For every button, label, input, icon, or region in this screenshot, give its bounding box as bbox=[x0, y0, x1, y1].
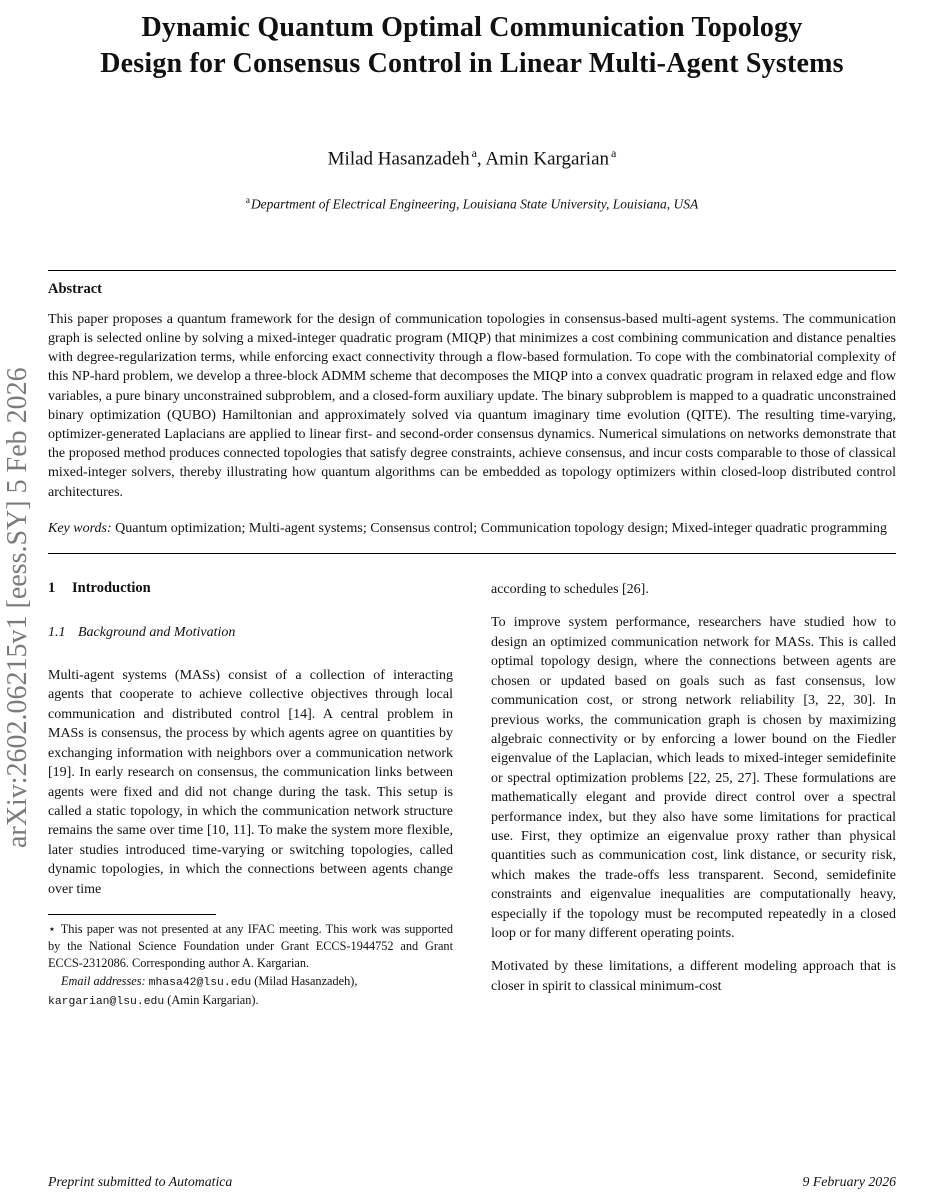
abstract-body: This paper proposes a quantum framework for the design of communication topologies in consensus-based multi-agent systems. The communication graph is selected online by solving a mixed-integer quadratic program (MIQP) that minimizes a cost combining communication and distance penalties with degree-regularization terms, while enforcing exact connectivity through a flow-based formulation. To cope with the combinatorial complexity of this NP-hard problem, we develop a three-block ADMM scheme that decomposes the MIQP into a convex quadratic program in relaxed edge and flow variables, a pure binary unconstrained subproblem, and a closed-form auxiliary update. The binary subproblem is mapped to a quadratic unconstrained binary optimization (QUBO) Hamiltonian and approximately solved via quantum imaginary time evolution (QITE). The resulting time-varying, optimizer-generated Laplacians are applied to linear first- and second-order consensus dynamics. Numerical simulations on networks demonstrate that the proposed method produces connected topologies that satisfy degree constraints, achieve consensus, and incur costs comparable to those of classical mixed-integer solvers, thereby illustrating how quantum algorithms can be embedded as topology optimizers within closed-loop distributed control architectures. bbox=[48, 311, 896, 500]
abstract-bottom-rule bbox=[48, 553, 896, 554]
footnote-emails bbox=[48, 973, 453, 1011]
footer-submission-note: Preprint submitted to Automatica bbox=[48, 1174, 233, 1189]
subsection-title: Background and Motivation bbox=[78, 625, 236, 641]
abstract-heading: Abstract bbox=[48, 280, 102, 297]
intro-paragraph-1: Multi-agent systems (MASs) consist of a collection of interacting agents that cooperate to achieve collective objectives through local communication and distributed control [14]. A central problem in MASs is consensus, the process by which agents agree on quantities by exchanging information with neighbors over a communication network [19]. In early research on consensus, the communication links between agents were fixed and did not change during the task. This setup is called a static topology, in which the communication network structure remains the same over time [10, 11]. To make the system more flexible, later studies introduced time-varying or switching topologies, called dynamic topologies, in which the connections between agents change over time bbox=[48, 668, 453, 897]
keywords-line bbox=[48, 519, 896, 538]
affiliation-mark-2: a bbox=[611, 146, 617, 160]
paper-content bbox=[48, 0, 896, 1011]
email-addresses-label: Email addresses: bbox=[61, 973, 146, 988]
body-paragraph-topology-design: To improve system performance, researchers have studied how to design an optimized communication network for MASs. This is called optimal topology design, where the connections between agents are chosen or updated based on goals such as fast consensus, low communication cost, or strong network reliability [3, 22, 30]. In previous works, the communication graph is chosen by maximizing algebraic connectivity or by enforcing a lower bound on the Fiedler eigenvalue of the Laplacian, which leads to mixed-integer semidefinite or spectral optimization problems [22, 25, 27]. These formulations are mathematically elegant and provide direct control over a spectral performance index, but they also have some limitations for practical use. First, they optimize an eigenvalue proxy rather than physical quantities such as communication cost, link distance, or security risk, which makes the trade-offs less transparent. Second, semidefinite constraints and eigenvalue inequalities are computationally heavy, especially if the topology must be recomputed repeatedly in a closed loop or for many different operating points. bbox=[491, 615, 896, 941]
section-heading-introduction bbox=[48, 580, 453, 597]
author-name-1: Milad Hasanzadeh bbox=[327, 148, 470, 170]
footnote-rule bbox=[48, 914, 216, 915]
author-line bbox=[48, 146, 896, 170]
email-owner-1: (Milad Hasanzadeh), bbox=[254, 973, 358, 988]
email-address-1: mhasa42@lsu.edu bbox=[148, 976, 252, 989]
left-column bbox=[48, 580, 453, 1011]
keywords-label: Key words: bbox=[48, 520, 112, 536]
author-name-2: Amin Kargarian bbox=[485, 148, 609, 170]
footer-date: 9 February 2026 bbox=[802, 1174, 896, 1189]
footnote-star-marker: ⋆ bbox=[48, 921, 56, 936]
paper-title-line1: Dynamic Quantum Optimal Communication Topology bbox=[141, 12, 803, 43]
subsection-heading-background bbox=[48, 625, 453, 641]
author-separator: , bbox=[476, 148, 486, 170]
affiliation-mark-1: a bbox=[471, 146, 477, 160]
affiliation-text: Department of Electrical Engineering, Louisiana State University, Louisiana, USA bbox=[250, 196, 699, 212]
paper-title bbox=[48, 10, 896, 82]
email-address-2: kargarian@lsu.edu bbox=[48, 995, 165, 1008]
keywords-text: Quantum optimization; Multi-agent systems; Consensus control; Communication topology design; Mixed-integer quadratic programming bbox=[115, 520, 887, 536]
paper-title-line2: Design for Consensus Control in Linear Multi-Agent Systems bbox=[100, 48, 844, 79]
footnote-note-text: This paper was not presented at any IFAC meeting. This work was supported by the National Science Foundation under Grant ECCS-1944752 and Grant ECCS-2312086. Corresponding author A. Kargarian. bbox=[48, 921, 453, 970]
two-column-body bbox=[48, 580, 896, 1011]
section-title: Introduction bbox=[72, 580, 151, 597]
abstract-top-rule bbox=[48, 270, 896, 271]
right-column bbox=[491, 580, 896, 1011]
section-number: 1 bbox=[48, 580, 56, 597]
arxiv-watermark: arXiv:2602.06215v1 [eess.SY] 5 Feb 2026 bbox=[2, 367, 33, 848]
email-owner-2: (Amin Kargarian). bbox=[167, 992, 259, 1007]
footnote-note bbox=[48, 921, 453, 972]
page-footer bbox=[48, 1174, 896, 1190]
subsection-number: 1.1 bbox=[48, 625, 66, 641]
affiliation-line bbox=[48, 196, 896, 213]
affiliation-mark-label: a bbox=[245, 196, 250, 207]
footnote-block bbox=[48, 914, 453, 1011]
body-paragraph-motivation: Motivated by these limitations, a different modeling approach that is closer in spirit to classical minimum-cost bbox=[491, 959, 896, 994]
body-paragraph-continuation: according to schedules [26]. bbox=[491, 582, 649, 598]
